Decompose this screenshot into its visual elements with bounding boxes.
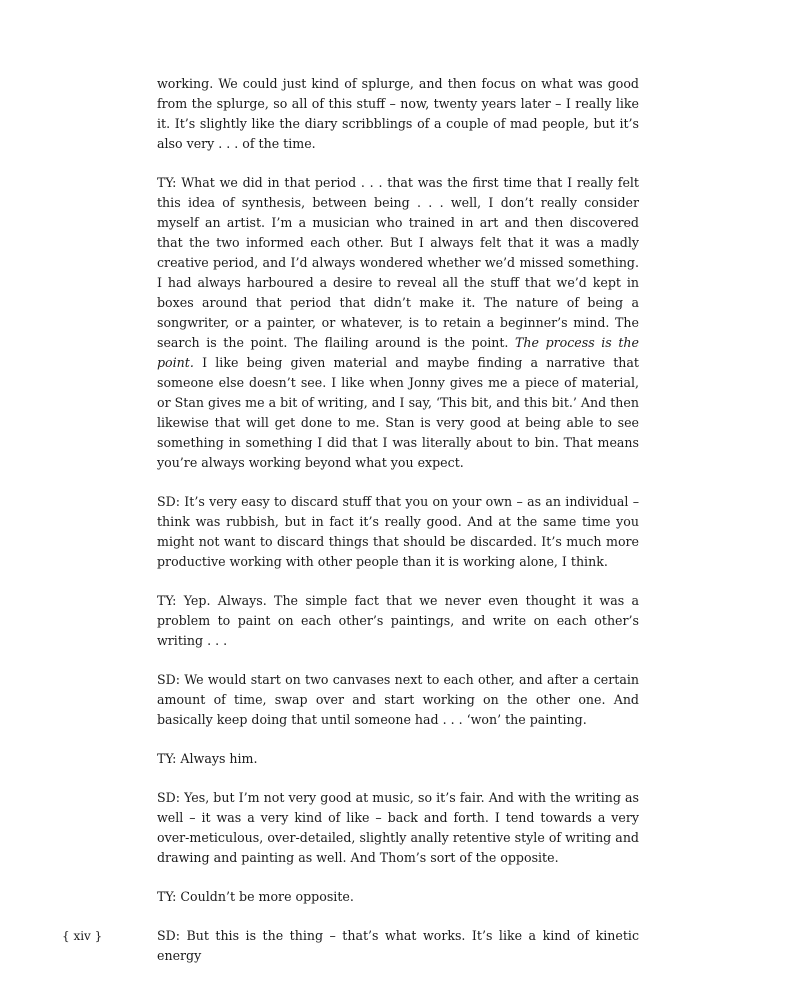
paragraph-ty-synthesis <box>157 173 639 473</box>
paragraph-sd-kinetic <box>157 926 639 966</box>
speaker-label: TY: <box>157 889 177 904</box>
italic-emphasis: The process is the point. <box>157 335 639 370</box>
speaker-label: SD: <box>157 790 180 805</box>
paragraph-text: We would start on two canvases next to each other, and after a certain amount of time, swap over and start working on the other one. And basically keep doing that until someone had . . . ‘won’ the painting. <box>157 672 639 727</box>
speaker-label: TY: <box>157 751 177 766</box>
paragraph-ty-always-him <box>157 749 639 769</box>
paragraph-text-after: I like being given material and maybe finding a narrative that someone else doesn’t see. I like when Jonny gives me a piece of material, or Stan gives me a bit of writing, and I say, ‘This bit, and this bit.’ And then likewise that will get done to me. Stan is very good at being able to see something in something I did that I was literally about to bin. That means you’re always working beyond what you expect. <box>157 355 639 470</box>
paragraph-text: Always him. <box>180 751 258 766</box>
speaker-label: SD: <box>157 672 180 687</box>
paragraph-sd-music <box>157 788 639 868</box>
paragraph-text: What we did in that period . . . that was the first time that I really felt this idea of synthesis, between being . . . well, I don’t really consider myself an artist. I’m a musician who trained in art and then discovered that the two informed each other. But I always felt that it was a madly creative period, and I’d always wondered whether we’d missed something. I had always harboured a desire to reveal all the stuff that we’d kept in boxes around that period that didn’t make it. The nature of being a songwriter, or a painter, or whatever, is to retain a beginner’s mind. The search is the point. The flailing around is the point. <box>157 175 639 350</box>
speaker-label: SD: <box>157 928 180 943</box>
paragraph-text: It’s very easy to discard stuff that you on your own – as an individual – think was rubbish, but in fact it’s really good. And at the same time you might not want to discard things that should be discarded. It’s much more productive working with other people than it is working alone, I think. <box>157 494 639 569</box>
paragraph-text: working. We could just kind of splurge, and then focus on what was good from the splurge, so all of this stuff – now, twenty years later – I really like it. It’s slightly like the diary scribblings of a couple of mad people, but it’s also very . . . of the time. <box>157 76 639 151</box>
speaker-label: SD: <box>157 494 180 509</box>
paragraph-ty-always <box>157 591 639 651</box>
paragraph-text: But this is the thing – that’s what works. It’s like a kind of kinetic energy <box>157 928 639 963</box>
paragraph-sd-canvases <box>157 670 639 730</box>
interview-body <box>157 74 639 985</box>
speaker-label: TY: <box>157 593 177 608</box>
speaker-label: TY: <box>157 175 177 190</box>
paragraph-ty-opposite <box>157 887 639 907</box>
paragraph-continuation <box>157 74 639 154</box>
paragraph-text: Couldn’t be more opposite. <box>180 889 354 904</box>
paragraph-text: Yes, but I’m not very good at music, so it’s fair. And with the writing as well – it was a very kind of like – back and forth. I tend towards a very over-meticulous, over-detailed, slightly anally retentive style of writing and drawing and painting as well. And Thom’s sort of the opposite. <box>157 790 639 865</box>
paragraph-sd-discard <box>157 492 639 572</box>
page-number: { xiv } <box>62 929 103 943</box>
paragraph-text: Yep. Always. The simple fact that we never even thought it was a problem to paint on each other’s paintings, and write on each other’s writing . . . <box>157 593 639 648</box>
